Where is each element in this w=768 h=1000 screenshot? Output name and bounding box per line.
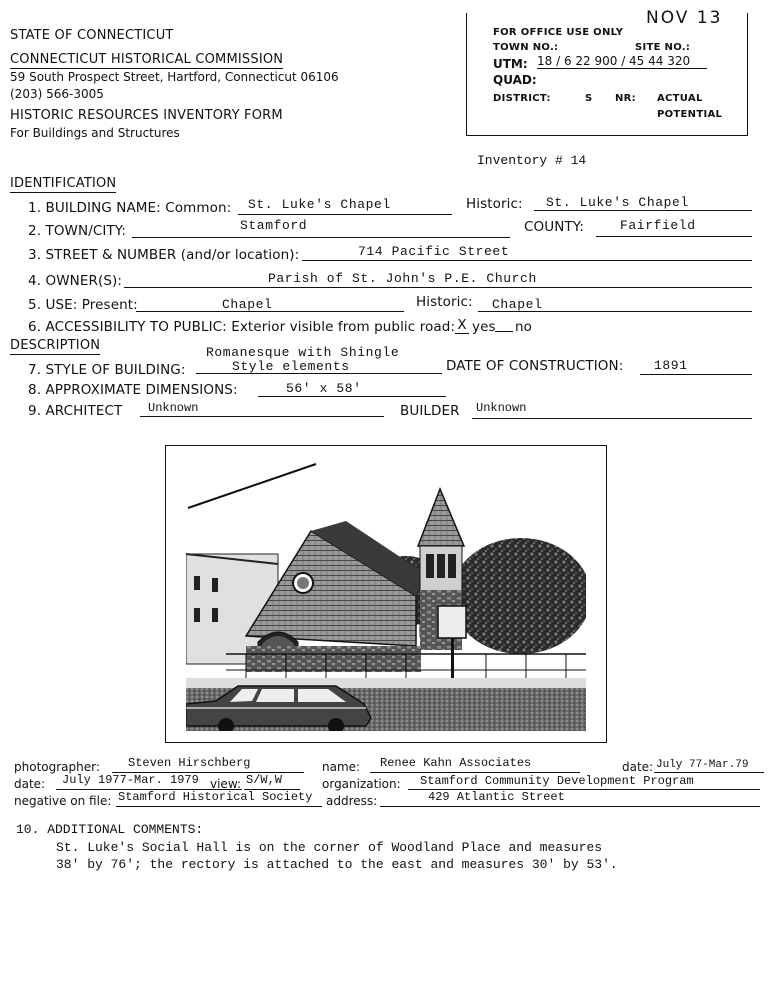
architect-value: Unknown	[148, 401, 199, 415]
district-s: S	[585, 93, 593, 104]
construction-date-value: 1891	[654, 358, 688, 373]
address-label: address:	[326, 794, 378, 808]
commission-phone: (203) 566-3005	[10, 87, 104, 101]
building-name-historic: St. Luke's Chapel	[546, 195, 689, 210]
nr-actual: ACTUAL	[657, 93, 703, 104]
photographer-value: Steven Hirschberg	[128, 756, 251, 770]
dimensions-label: 8. APPROXIMATE DIMENSIONS:	[28, 382, 238, 398]
organization-value: Stamford Community Development Program	[420, 774, 694, 788]
form-subtitle: For Buildings and Structures	[10, 126, 180, 140]
building-name-common: St. Luke's Chapel	[248, 197, 391, 212]
view-label: view:	[210, 777, 242, 791]
accessibility-label: 6. ACCESSIBILITY TO PUBLIC: Exterior visible from public road:	[28, 319, 456, 335]
commission-address: 59 South Prospect Street, Hartford, Connecticut 06106	[10, 70, 339, 84]
town-label: 2. TOWN/CITY:	[28, 223, 126, 239]
architect-label: 9. ARCHITECT	[28, 403, 123, 419]
use-historic-value: Chapel	[492, 297, 543, 312]
date-value: July 1977-Mar. 1979	[62, 773, 199, 787]
date-label: date:	[14, 777, 46, 791]
comments-heading: 10. ADDITIONAL COMMENTS:	[16, 822, 204, 837]
town-value: Stamford	[240, 218, 308, 233]
name-value: Renee Kahn Associates	[380, 756, 532, 770]
owner-line	[124, 287, 752, 288]
town-no-label: TOWN NO.:	[493, 42, 559, 53]
builder-value: Unknown	[476, 401, 527, 415]
utm-label: UTM:	[493, 57, 528, 71]
address-line	[380, 806, 760, 807]
form-title: HISTORIC RESOURCES INVENTORY FORM	[10, 108, 283, 123]
utm-value: 18 / 6 22 900 / 45 44 320	[537, 54, 707, 69]
accessibility-yes: yes	[472, 319, 496, 335]
accessibility-no-blank	[495, 331, 513, 332]
building-photo	[186, 456, 586, 731]
office-use-box	[466, 13, 748, 136]
building-name-line	[238, 214, 452, 215]
county-value: Fairfield	[620, 218, 696, 233]
accessibility-mark: X	[455, 317, 469, 334]
quad-label: QUAD:	[493, 73, 537, 87]
nr-label: NR:	[615, 93, 636, 104]
identification-heading: IDENTIFICATION	[10, 176, 117, 191]
building-historic-line	[534, 210, 752, 211]
name-line	[370, 772, 580, 773]
style-label: 7. STYLE OF BUILDING:	[28, 362, 186, 378]
construction-date-line	[640, 374, 752, 375]
building-historic-label: Historic:	[466, 196, 523, 212]
state-heading: STATE OF CONNECTICUT	[10, 28, 174, 43]
negative-line	[116, 806, 322, 807]
comments-line-2: 38' by 76'; the rectory is attached to the east and measures 30' by 53'.	[56, 857, 618, 872]
style-value-line2: Style elements	[232, 359, 350, 374]
date-right-value: July 77-Mar.79	[656, 759, 749, 771]
street-label: 3. STREET & NUMBER (and/or location):	[28, 247, 300, 263]
construction-date-label: DATE OF CONSTRUCTION:	[446, 358, 624, 374]
negative-value: Stamford Historical Society	[118, 790, 313, 804]
address-value: 429 Atlantic Street	[428, 790, 565, 804]
negative-label: negative on file:	[14, 794, 112, 808]
date-right-label: date:	[622, 760, 654, 774]
dimensions-value: 56' x 58'	[286, 381, 362, 396]
street-value: 714 Pacific Street	[358, 244, 510, 259]
use-present-value: Chapel	[222, 297, 273, 312]
builder-label: BUILDER	[400, 403, 460, 419]
nr-potential: POTENTIAL	[657, 109, 723, 120]
office-use-heading: FOR OFFICE USE ONLY	[493, 27, 624, 38]
owner-label: 4. OWNER(S):	[28, 273, 123, 289]
use-historic-label: Historic:	[416, 294, 473, 310]
dimensions-line	[258, 396, 446, 397]
name-label: name:	[322, 760, 361, 774]
accessibility-no: no	[515, 319, 533, 335]
street-line	[302, 260, 752, 261]
inventory-number: Inventory # 14	[477, 153, 587, 168]
date-stamp: NOV 13	[646, 8, 723, 28]
town-line	[132, 237, 510, 238]
description-heading: DESCRIPTION	[10, 338, 101, 353]
commission-heading: CONNECTICUT HISTORICAL COMMISSION	[10, 52, 284, 67]
photographer-label: photographer:	[14, 760, 100, 774]
style-value-line1: Romanesque with Shingle	[206, 345, 400, 360]
owner-value: Parish of St. John's P.E. Church	[268, 271, 537, 286]
photo-frame	[165, 445, 607, 743]
builder-line	[472, 418, 752, 419]
organization-label: organization:	[322, 777, 401, 791]
architect-line	[140, 416, 384, 417]
use-label: 5. USE: Present:	[28, 297, 138, 313]
chapel-photo-image	[186, 456, 586, 731]
county-line	[596, 236, 752, 237]
county-label: COUNTY:	[524, 219, 584, 235]
site-no-label: SITE NO.:	[635, 42, 691, 53]
building-name-label: 1. BUILDING NAME: Common:	[28, 200, 232, 216]
district-label: DISTRICT:	[493, 93, 551, 104]
comments-line-1: St. Luke's Social Hall is on the corner of Woodland Place and measures	[56, 840, 603, 855]
view-value: S/W,W	[246, 773, 283, 787]
date-right-line	[654, 772, 764, 773]
